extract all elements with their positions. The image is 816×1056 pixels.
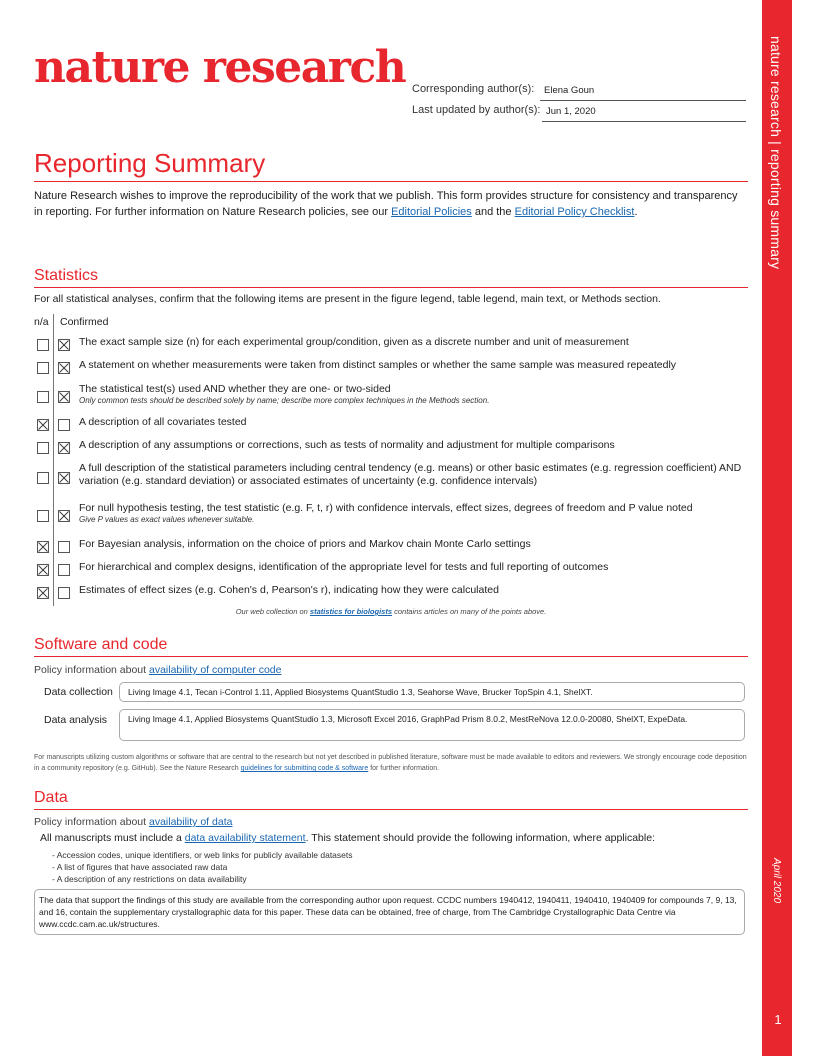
software-rule [34,656,748,657]
confirmed-checkbox[interactable] [58,391,70,403]
statistics-rule [34,287,748,288]
checklist-item-text [79,538,749,551]
checklist-item-text [79,584,749,597]
data-lead-post: . This statement should provide the following information, where applicable: [305,832,655,844]
web-collection-note [34,607,748,616]
intro-end: . [634,206,638,218]
list-item: - Accession codes, unique identifiers, or web links for publicly available datasets [52,850,353,860]
checklist-item-label: A full description of the statistical parameters including central tendency (e.g. means) or other basic estimates (e.g. regression coefficient) AND variation (e.g. standard deviation) or associated estimates of uncertainty (e.g. confidence intervals) [79,462,742,487]
na-checkbox[interactable] [37,419,49,431]
checklist-item-text [79,383,749,406]
data-analysis-label: Data analysis [44,714,108,726]
code-guidelines-link[interactable]: guidelines for submitting code & software [240,765,369,772]
list-item: - A list of figures that have associated raw data [52,862,228,872]
corresponding-author-value[interactable]: Elena Goun [544,85,595,96]
checklist-item-text [79,561,749,574]
na-checkbox[interactable] [37,541,49,553]
na-checkbox[interactable] [37,362,49,374]
data-availability-field[interactable]: The data that support the findings of this study are available from the corresponding author upon request. CCDC numbers 1940412, 1940411, 1940410, 1940409 for compounds 7, 9, 13, and 16, contain the supplementary crystallographic data for this paper. These data can be obtained, free of charge, from The Cambridge Crystallographic Data Centre via www.ccdc.cam.ac.uk/structures. [34,889,745,935]
na-column-header: n/a [34,316,49,328]
data-lead [40,832,655,844]
checklist-item-label: For Bayesian analysis, information on the choice of priors and Markov chain Monte Carlo settings [79,538,531,550]
data-rule [34,809,748,810]
na-checkbox[interactable] [37,564,49,576]
checklist-item-text [79,462,749,488]
checklist-item-label: A statement on whether measurements were taken from distinct samples or whether the same sample was measured repeatedly [79,359,677,371]
list-item: - A description of any restrictions on data availability [52,874,247,884]
nature-research-logo: nature research [34,42,406,93]
na-checkbox[interactable] [37,510,49,522]
checklist-item-label: A description of any assumptions or corrections, such as tests of normality and adjustment for multiple comparisons [79,439,615,451]
statistics-lead: For all statistical analyses, confirm that the following items are present in the figure legend, table legend, main text, or Methods section. [34,293,661,305]
page-title: Reporting Summary [34,148,266,178]
intro-text: Nature Research wishes to improve the reproducibility of the work that we publish. This form provides structure for consistency and transparency in reporting. For further information on Nature Research policies, see our [34,190,738,218]
software-note-post: for further information. [370,765,440,772]
computer-code-link[interactable]: availability of computer code [148,664,282,676]
checklist-item-label: The exact sample size (n) for each experimental group/condition, given as a discrete number and unit of measurement [79,336,629,348]
last-updated-underline [542,121,746,122]
intro-and: and the [474,206,512,218]
intro-paragraph [34,188,748,220]
statistics-for-biologists-link[interactable]: statistics for biologists [309,607,393,616]
software-note-pre: For manuscripts utilizing custom algorithms or software that are central to the research but not yet described in published literature, software must be made available to editors and reviewers. We strongly encourage code deposition in a community repository (e.g. GitHub). See the Nature Research [34,754,747,772]
last-updated-value[interactable]: Jun 1, 2020 [546,106,596,117]
confirmed-checkbox[interactable] [58,472,70,484]
data-lead-pre: All manuscripts must include a [40,832,182,844]
na-checkbox[interactable] [37,587,49,599]
data-requirements-list [52,849,353,885]
title-rule [34,181,748,182]
sidebar-title: nature research | reporting summary [768,36,784,270]
data-analysis-field[interactable]: Living Image 4.1, Applied Biosystems QuantStudio 1.3, Microsoft Excel 2016, GraphPad Prism 8.0.2, MestReNova 12.0.0-20080, ShelXT, ExpeData. [119,709,745,741]
last-updated-label: Last updated by author(s): [412,104,541,116]
checklist-item-label: For hierarchical and complex designs, identification of the appropriate level for tests and full reporting of outcomes [79,561,609,573]
checklist-item-text [79,502,749,525]
checklist-item-label: For null hypothesis testing, the test statistic (e.g. F, t, r) with confidence intervals, effect sizes, degrees of freedom and P value noted [79,502,693,514]
checklist-item-label: The statistical test(s) used AND whether they are one- or two-sided [79,383,391,395]
statistics-heading: Statistics [34,267,99,284]
checklist-item-text [79,359,749,372]
data-policy-line [34,816,232,828]
web-note-pre: Our web collection on [235,607,308,616]
page-number: 1 [774,1012,782,1027]
checklist-item-text [79,336,749,349]
software-policy-pre: Policy information about [34,664,147,676]
availability-of-data-link[interactable]: availability of data [148,816,233,828]
corresponding-author-row [412,83,746,101]
data-collection-label: Data collection [44,686,113,698]
corresponding-author-underline [540,100,746,101]
confirmed-checkbox[interactable] [58,564,70,576]
software-policy-line [34,664,281,676]
confirmed-checkbox[interactable] [58,587,70,599]
data-collection-field[interactable]: Living Image 4.1, Tecan i-Control 1.11, Applied Biosystems QuantStudio 1.3, Seahorse Wave, Brucker TopSpin 4.1, ShelXT. [119,682,745,702]
confirmed-checkbox[interactable] [58,419,70,431]
software-note [34,752,754,774]
na-checkbox[interactable] [37,339,49,351]
na-checkbox[interactable] [37,472,49,484]
web-note-post: contains articles on many of the points above. [394,607,547,616]
na-checkbox[interactable] [37,442,49,454]
confirmed-checkbox[interactable] [58,510,70,522]
data-policy-pre: Policy information about [34,816,147,828]
na-checkbox[interactable] [37,391,49,403]
editorial-checklist-link[interactable]: Editorial Policy Checklist [514,206,635,218]
software-heading: Software and code [34,636,168,653]
column-divider [53,314,54,606]
checklist-item-text [79,416,749,429]
checklist-item-label: A description of all covariates tested [79,416,247,428]
checklist-item-note: Give P values as exact values whenever suitable. [79,515,255,524]
confirmed-checkbox[interactable] [58,339,70,351]
sidebar-date: April 2020 [771,858,782,904]
confirmed-column-header: Confirmed [60,316,109,328]
data-availability-statement-link[interactable]: data availability statement [184,832,306,844]
last-updated-row [412,104,746,122]
checklist-item-label: Estimates of effect sizes (e.g. Cohen's d, Pearson's r), indicating how they were calculated [79,584,499,596]
checklist-item-note: Only common tests should be described solely by name; describe more complex techniques in the Methods section. [79,396,490,405]
checklist-item-text [79,439,749,452]
corresponding-author-label: Corresponding author(s): [412,83,535,95]
data-heading: Data [34,789,68,806]
confirmed-checkbox[interactable] [58,541,70,553]
confirmed-checkbox[interactable] [58,362,70,374]
confirmed-checkbox[interactable] [58,442,70,454]
editorial-policies-link[interactable]: Editorial Policies [391,206,472,218]
